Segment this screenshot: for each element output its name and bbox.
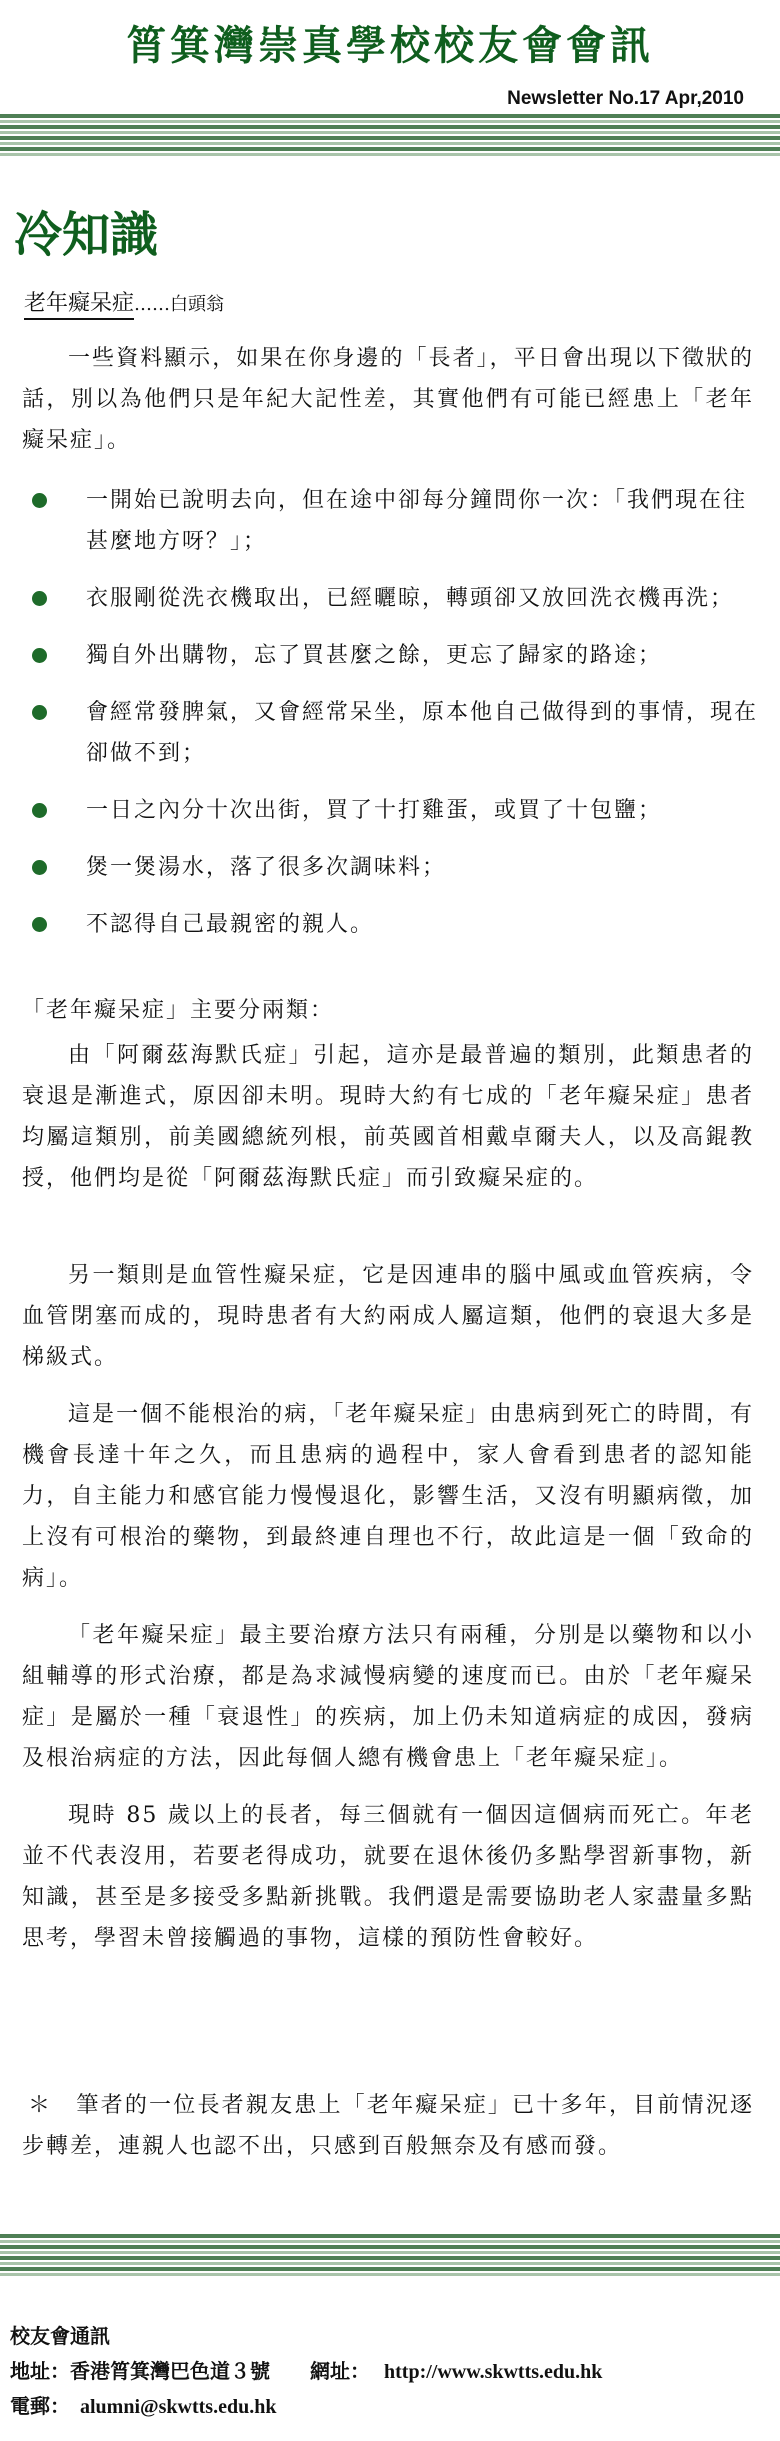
newsletter-masthead: 筲箕灣崇真學校校友會會訊 xyxy=(126,22,654,69)
types-heading: 「老年癡呆症」主要分兩類： xyxy=(22,998,335,1023)
list-item: 一日之內分十次出街，買了十打雞蛋，或買了十包鹽； xyxy=(22,790,762,831)
list-item: 一開始已說明去向，但在途中卻每分鐘問你一次：「我們現在往甚麼地方呀？」； xyxy=(22,480,762,562)
footer-address: 地址：香港筲箕灣巴色道３號 xyxy=(10,2359,270,2383)
footer-email-link[interactable]: alumni@skwtts.edu.hk xyxy=(80,2396,277,2418)
issue-number: Newsletter No.17 Apr,2010 xyxy=(507,88,744,109)
list-item: 衣服剛從洗衣機取出，已經曬晾，轉頭卻又放回洗衣機再洗； xyxy=(22,578,762,619)
bullet-icon xyxy=(32,648,47,663)
bullet-icon xyxy=(32,917,47,932)
bullet-icon xyxy=(32,860,47,875)
intro-paragraph: 一些資料顯示，如果在你身邊的「長者」，平日會出現以下徵狀的話，別以為他們只是年紀大記性差，其實他們有可能已經患上「老年癡呆症」。 xyxy=(22,346,754,453)
bullet-icon xyxy=(32,705,47,720)
symptom-list xyxy=(22,480,762,961)
paragraph-treatment: 「老年癡呆症」最主要治療方法只有兩種，分別是以藥物和以小組輔導的形式治療，都是為求減慢病變的速度而已。由於「老年癡呆症」是屬於一種「衰退性」的疾病，加上仍未知道病症的成因，發病及根治病症的方法，因此每個人總有機會患上「老年癡呆症」。 xyxy=(22,1623,754,1771)
paragraph-alzheimers: 由「阿爾茲海默氏症」引起，這亦是最普遍的類別，此類患者的衰退是漸進式，原因卻未明。現時大約有七成的「老年癡呆症」患者均屬這類別，前美國總統列根，前英國首相戴卓爾夫人，以及高錕教授，他們均是從「阿爾茲海默氏症」而引致癡呆症的。 xyxy=(22,1043,754,1191)
bullet-icon xyxy=(32,803,47,818)
footer-contact-row xyxy=(10,2355,602,2384)
bullet-icon xyxy=(32,591,47,606)
footer-org: 校友會通訊 xyxy=(10,2324,110,2348)
list-item: 獨自外出購物，忘了買甚麼之餘，更忘了歸家的路途； xyxy=(22,635,762,676)
footer-website-link[interactable]: http://www.skwtts.edu.hk xyxy=(384,2361,603,2383)
bottom-divider-stripes xyxy=(0,2234,780,2278)
top-divider-stripes xyxy=(0,114,780,158)
article-title: 老年癡呆症 xyxy=(24,291,134,320)
paragraph-prevention: 現時 85 歲以上的長者，每三個就有一個因這個病而死亡。年老並不代表沒用，若要老得成功，就要在退休後仍多點學習新事物，新知識，甚至是多接受多點新挑戰。我們還是需要協助老人家盡量多點思考，學習未曾接觸過的事物，這樣的預防性會較好。 xyxy=(22,1803,754,1951)
bullet-icon xyxy=(32,493,47,508)
article-author: ……白頭翁 xyxy=(134,294,225,315)
footer-email-label: 電郵： xyxy=(10,2394,70,2418)
article-heading xyxy=(24,286,224,317)
footer-email-row xyxy=(10,2390,276,2419)
paragraph-vascular: 另一類則是血管性癡呆症，它是因連串的腦中風或血管疾病，令血管閉塞而成的，現時患者有大約兩成人屬這類，他們的衰退大多是梯級式。 xyxy=(22,1263,754,1370)
list-item: 煲一煲湯水，落了很多次調味料； xyxy=(22,847,762,888)
paragraph-fatal: 這是一個不能根治的病，「老年癡呆症」由患病到死亡的時間，有機會長達十年之久，而且患病的過程中，家人會看到患者的認知能力，自主能力和感官能力慢慢退化，影響生活，又沒有明顯病徵，加上沒有可根治的藥物，到最終連自理也不行，故此這是一個「致命的病」。 xyxy=(22,1402,754,1591)
footer-website-label: 網址： xyxy=(310,2359,370,2383)
author-note: ＊ 筆者的一位長者親友患上「老年癡呆症」已十多年，目前情況逐步轉差，連親人也認不出，只感到百般無奈及有感而發。 xyxy=(22,2093,754,2159)
list-item: 不認得自己最親密的親人。 xyxy=(22,904,762,945)
list-item: 會經常發脾氣，又會經常呆坐，原本他自己做得到的事情，現在卻做不到； xyxy=(22,692,762,774)
section-title: 冷知識 xyxy=(14,207,159,263)
